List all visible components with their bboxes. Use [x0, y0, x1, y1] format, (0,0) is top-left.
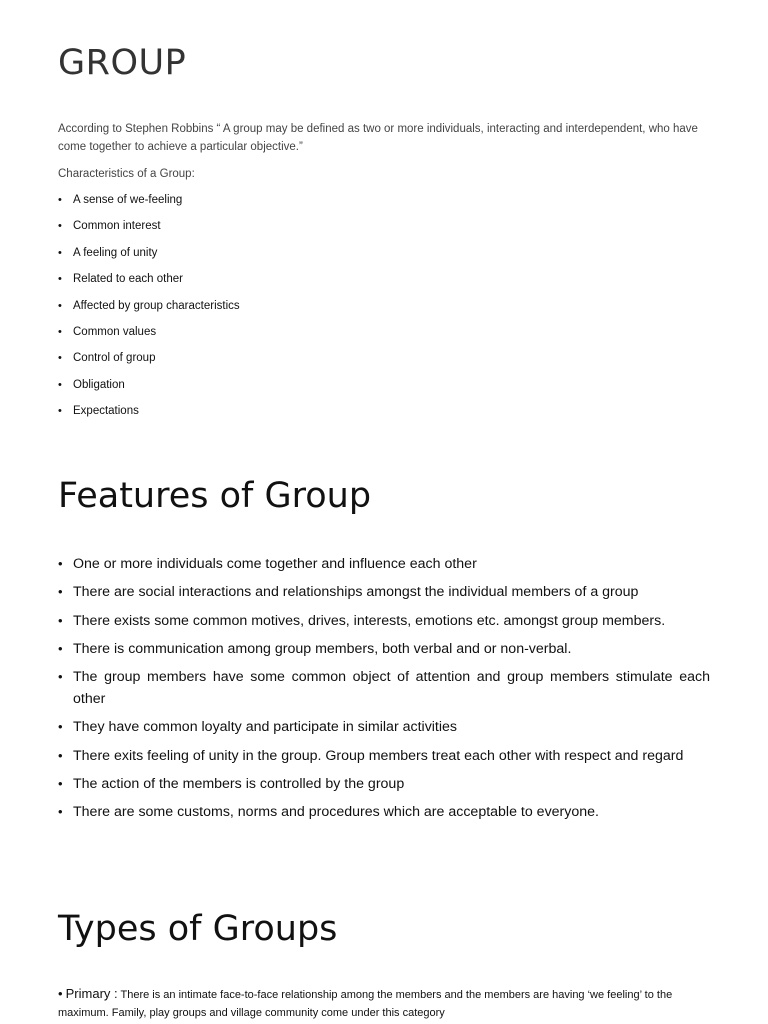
list-item-text: Obligation	[73, 378, 125, 391]
list-item-text: Control of group	[73, 352, 156, 365]
intro-paragraph: According to Stephen Robbins “ A group may be defined as two or more individuals, interacting and interdependent, who have come together to achieve a particular objective.”	[58, 123, 698, 153]
list-item	[58, 376, 458, 402]
bullet-icon: •	[58, 804, 63, 820]
list-item-text: There are social interactions and relationships amongst the individual members of a group	[73, 584, 639, 601]
list-item-text: Related to each other	[73, 273, 183, 286]
bullet-icon: •	[58, 776, 63, 792]
list-item-text: A sense of we-feeling	[73, 194, 183, 206]
types-heading: Types of Groups	[58, 909, 338, 949]
bullet-icon: •	[58, 325, 62, 338]
list-item-text: There is communication among group members, both verbal and or non-verbal.	[73, 640, 572, 657]
bullet-icon: •	[58, 584, 63, 600]
bullet-icon: •	[58, 747, 63, 763]
page-title: GROUP	[58, 43, 187, 83]
list-item-text: One or more individuals come together and influence each other	[73, 556, 477, 572]
characteristics-label: Characteristics of a Group:	[58, 168, 195, 180]
list-item	[58, 553, 710, 575]
primary-label: Primary :	[65, 986, 118, 1001]
bullet-icon: •	[58, 986, 63, 1001]
list-item	[58, 745, 710, 767]
list-item	[58, 716, 710, 738]
list-item	[58, 773, 710, 795]
list-item-text: They have common loyalty and participate in similar activities	[73, 719, 458, 736]
bullet-icon: •	[58, 352, 62, 365]
characteristics-list	[58, 191, 458, 429]
list-item-text: The action of the members is controlled by the group	[73, 776, 405, 793]
bullet-icon: •	[58, 612, 63, 628]
list-item-text: Expectations	[73, 405, 139, 418]
list-item-text: There exists some common motives, drives, interests, emotions etc. amongst group members.	[73, 612, 666, 629]
bullet-icon: •	[58, 246, 62, 259]
bullet-icon: •	[58, 719, 63, 735]
bullet-icon: •	[58, 299, 62, 312]
list-item	[58, 638, 710, 660]
list-item	[58, 801, 710, 823]
list-item-text: Affected by group characteristics	[73, 299, 240, 312]
list-item	[58, 581, 710, 603]
primary-group-paragraph	[58, 985, 713, 1022]
features-list	[58, 553, 710, 830]
list-item	[58, 323, 458, 349]
list-item	[58, 349, 458, 375]
bullet-icon: •	[58, 194, 62, 206]
bullet-icon: •	[58, 405, 62, 418]
list-item	[58, 217, 458, 243]
list-item	[58, 610, 710, 632]
list-item	[58, 191, 458, 217]
bullet-icon: •	[58, 220, 62, 233]
bullet-icon: •	[58, 378, 62, 391]
list-item	[58, 666, 710, 710]
features-heading: Features of Group	[58, 476, 372, 516]
list-item-text: Common values	[73, 325, 157, 338]
list-item-text: There exits feeling of unity in the group. Group members treat each other with respect and regard	[73, 747, 684, 764]
list-item	[58, 270, 458, 296]
list-item-text: The group members have some common object of attention and group members stimulate each other	[73, 669, 710, 708]
bullet-icon: •	[58, 640, 63, 656]
bullet-icon: •	[58, 669, 63, 685]
list-item	[58, 297, 458, 323]
bullet-icon: •	[58, 273, 62, 286]
list-item-text: A feeling of unity	[73, 246, 158, 259]
list-item-text: Common interest	[73, 220, 161, 233]
primary-text: There is an intimate face-to-face relationship among the members and the members are having ‘we feeling’ to the maximum. Family, play groups and village community come under this category	[58, 989, 673, 1019]
list-item	[58, 244, 458, 270]
bullet-icon: •	[58, 556, 63, 571]
list-item-text: There are some customs, norms and procedures which are acceptable to everyone.	[73, 804, 599, 821]
list-item	[58, 402, 458, 428]
